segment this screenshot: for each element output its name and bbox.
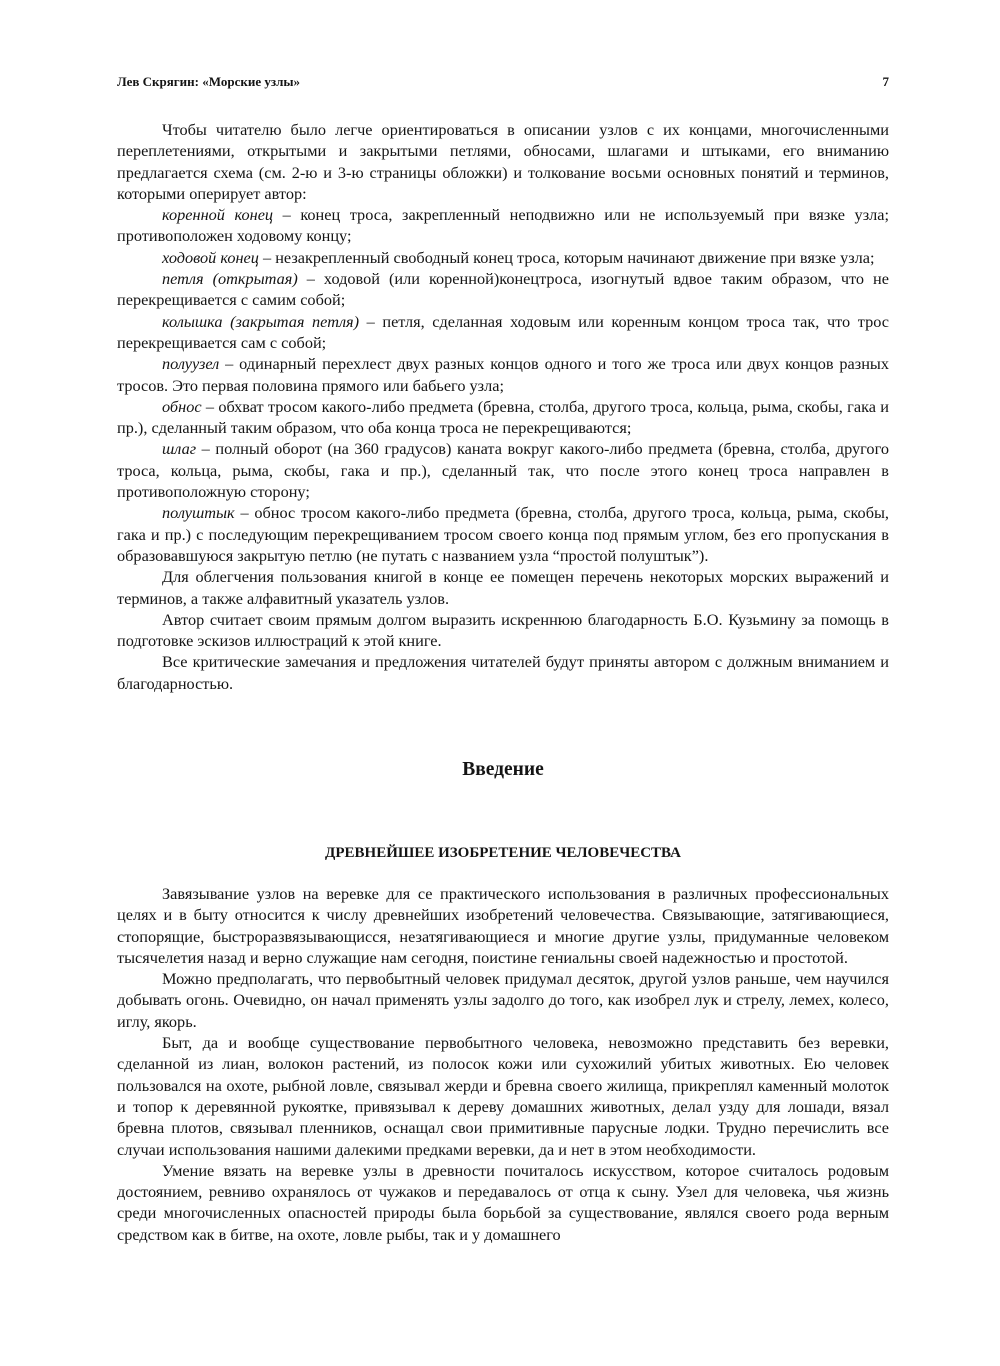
term-text: – полный оборот (на 360 градусов) каната вокруг какого-либо предмета (бревна, столба, другого троса, кольца, рыма, скобы, гака и пр.), сделанный так, что после этого конец троса направлен в противоположную сторону; (117, 439, 889, 502)
intro-paragraph: Автор считает своим прямым долгом выразить искреннюю благодарность Б.О. Кузьмину за помощь в подготовке эскизов иллюстраций к этой книге. (117, 609, 889, 651)
term-text: – незакрепленный свободный конец троса, которым начинают движение при вязке узла; (258, 247, 875, 267)
term-definition (117, 502, 889, 566)
term-name: шлаг (162, 439, 197, 459)
intro-text (117, 119, 889, 694)
page-number: 7 (882, 74, 889, 89)
term-name: полуштык (162, 503, 235, 523)
term-definition (117, 311, 889, 354)
body-paragraph: Быт, да и вообще существование первобытного человека, невозможно представить без веревки, сделанной из лиан, волокон растений, из полосок кожи или сухожилий убитых животных. Ею человек пользовался на охоте, рыбной ловле, связывал жерди и бревна своего жилища, прикреплял каменный молоток и топор к деревянной рукоятке, привязывал к дереву домашних животных, делал узду для лошади, вязал бревна плотов, связывал пленников, оснащал свои примитивные парусные лодки. Трудно перечислить все случаи использования нашими далекими предками веревки, да и нет в этом необходимости. (117, 1033, 889, 1159)
intro-paragraph: Для облегчения пользования книгой в конце ее помещен перечень некоторых морских выражений и терминов, а также алфавитный указатель узлов. (117, 567, 889, 608)
term-definition (117, 438, 889, 502)
term-text: – обхват тросом какого-либо предмета (бревна, столба, другого троса, кольца, рыма, скобы, гака и пр.), сделанный таким образом, что оба конца троса не перекрещиваются; (117, 396, 889, 438)
body-paragraph: Можно предполагать, что первобытный человек придумал десяток, другой узлов раньше, чем научился добывать огонь. Очевидно, он начал применять узлы задолго до того, как изобрел лук и стрелу, лемех, колесо, иглу, якорь. (117, 969, 889, 1031)
term-name: петля (открытая) (162, 269, 298, 289)
term-definition (117, 268, 889, 311)
term-text: – ходовой (или коренной)конецтроса, изогнутый вдвое таким образом, что не перекрещивается с самим собой; (117, 269, 889, 310)
term-name: колышка (закрытая петля) (162, 311, 360, 331)
term-text: – обнос тросом какого-либо предмета (бревна, столба, другого троса, кольца, рыма, скобы, гака и пр.) с последующим перекрещиванием тросом своего конца под прямым углом, без его пропускания в образовавшуюся закрытую петлю (не путать с названием узла “простой полуштык”). (117, 503, 889, 565)
intro-paragraph: Чтобы читателю было легче ориентироваться в описании узлов с их концами, многочисленными переплетениями, открытыми и закрытыми петлями, обносами, шлагами и штыками, его вниманию предлагается схема (см. 2-ю и 3-ю страницы обложки) и толкование восьми основных понятий и терминов, которыми оперирует автор: (117, 120, 889, 203)
term-definition (117, 247, 889, 268)
term-name: обнос (162, 396, 202, 416)
term-name: полуузел (162, 354, 220, 374)
body-paragraph: Умение вязать на веревке узлы в древности почиталось искусством, которое считалось родовым достоянием, ревниво охранялось от чужаков и передавалось от отца к сыну. Узел для человека, чья жизнь среди многочисленных опасностей природы была борьбой за существование, являлся своего рода верным средством как в битве, на охоте, ловле рыбы, так и у домашнего (117, 1160, 889, 1244)
term-definition (117, 204, 889, 247)
term-definition (117, 353, 889, 396)
chapter-body (117, 883, 889, 1245)
section-heading: Введение (462, 759, 544, 780)
term-text: – конец троса, закрепленный неподвижно или не используемый при вязке узла; противоположен ходовому концу; (117, 205, 890, 246)
term-name: коренной конец (162, 205, 274, 225)
intro-paragraph: Все критические замечания и предложения читателей будут приняты автором с должным вниманием и благодарностью. (117, 652, 889, 693)
term-text: – одинарный перехлест двух разных концов одного и того же троса или двух концов разных тросов. Это первая половина прямого или бабьего узла; (117, 354, 889, 395)
book-title: Лев Скрягин: «Морские узлы» (117, 74, 301, 89)
body-paragraph: Завязывание узлов на веревке для се практического использования в различных профессиональных целях и в быту относится к числу древнейших изобретений человечества. Связывающие, затягивающиеся, стопорящие, быстроразвязывающисся, незатягивающиеся и многие другие узлы, придуманные человеком тысячелетия назад и верно служащие нам сегодня, поистине гениальны своей надежностью и простотой. (117, 884, 889, 967)
term-definition (117, 396, 889, 439)
chapter-heading: ДРЕВНЕЙШЕЕ ИЗОБРЕТЕНИЕ ЧЕЛОВЕЧЕСТВА (325, 845, 681, 861)
term-name: ходовой конец (162, 247, 259, 267)
term-text: – петля, сделанная ходовым или коренным концом троса так, что трос перекрещивается сам с собой; (117, 311, 889, 352)
